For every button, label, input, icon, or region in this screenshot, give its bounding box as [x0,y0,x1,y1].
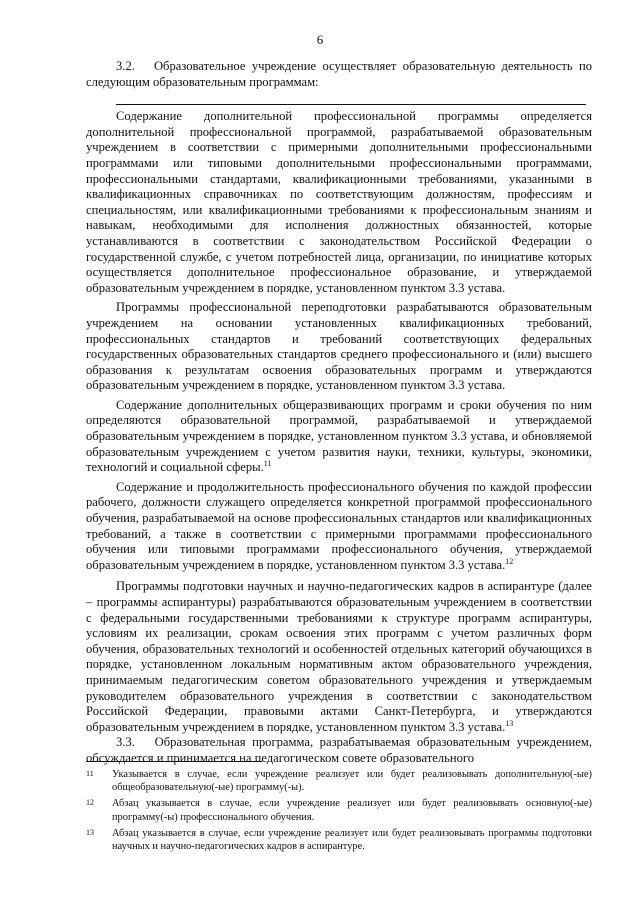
paragraph-text: Содержание дополнительных общеразвивающих программ и сроки обучения по ним определяются образовательной программой, разрабатываемой и утверждаемой образовательным учреждением в порядке, установленном пунктом 3.3 устава, и обновляемой образовательным учреждением с учетом развития науки, техники, культуры, экономики, технологий и социальной сферы. [86,397,592,475]
footnote-11 [86,768,592,794]
footnote-reference: 13 [505,718,514,728]
footnote-reference: 12 [505,556,514,566]
footnote-number: 13 [86,827,94,837]
footnote-text: Абзац указывается в случае, если учреждение реализует или будет реализовывать основную(-ые) программу(-ы) профессионального обучения. [112,798,592,823]
paragraph-postgraduate-programs [86,579,592,735]
paragraph-vocational-training [86,480,592,574]
footnote-text: Указывается в случае, если учреждение реализует или будет реализовывать дополнительную(-ые) общеобразовательную(-ые) программу(-ы). [112,769,592,794]
footnote-12 [86,797,592,823]
paragraph-retraining-programs: Программы профессиональной переподготовки разрабатываются образовательным учреждением на основании установленных квалификационных требований, профессиональных стандартов и требований соответствующих федеральных государственных образовательных стандартов среднего профессионального и (или) высшего образования к результатам освоения образовательных программ и утверждаются образовательным учреждением в порядке, установленном пунктом 3.3 устава. [86,300,592,393]
section-number: 3.3. [116,735,135,750]
footnotes [86,768,592,856]
section-3-2-intro [86,59,592,90]
footnote-text: Абзац указывается в случае, если учреждение реализует или будет реализовывать программы подготовки научных и научно-педагогических кадров в аспирантуре. [112,827,592,853]
paragraph-text: Программы подготовки научных и научно-педагогических кадров в аспирантуре (далее – программы аспирантуры) разрабатываются образовательным учреждением в соответствии с федеральными государственными требованиями к структуре программ аспирантуры, условиям их реализации, срокам освоения этих программ с учетом различных форм обучения, образовательных технологий и особенностей отдельных категорий обучающихся в порядке, установленном локальным нормативным актом образовательного учреждения, принимаемым педагогическим советом образовательного учреждения и утверждаемым руководителем образовательного учреждения в соответствии с законодательством Российской Федерации, правовыми актами Санкт-Петербурга, и утверждаются образовательным учреждением в порядке, установленном пунктом 3.3 устава. [86,579,592,734]
paragraph-additional-professional-program: Содержание дополнительной профессиональной программы определяется дополнительной профессиональной программой, разрабатываемой образовательным учреждением в соответствии с примерными дополнительными профессиональными программами или типовыми дополнительными профессиональными программами, профессиональными стандартами, квалификационными требованиями, указанными в квалификационных справочниках по соответствующим должностям, профессиям и специальностям, или квалификационными требованиями к профессиональным знаниям и навыкам, необходимыми для исполнения должностных обязанностей, которые устанавливаются в соответствии с законодательством Российской Федерации о государственной службе, с учетом потребностей лица, организации, по инициативе которых осуществляется дополнительное профессиональное образование, и утверждаемой образовательным учреждением в порядке, установленном пунктом 3.3 устава. [86,109,592,295]
footnote-13 [86,827,592,853]
document-body [86,59,592,767]
footnote-number: 12 [86,798,94,808]
section-text: Образовательная программа, разрабатываемая образовательным учреждением, обсуждается и принимается на педагогическом совете образовательного [86,735,592,765]
footnote-reference: 11 [263,459,272,469]
page-number: 6 [316,32,324,47]
footnote-separator [86,761,262,762]
fill-in-line [116,92,586,105]
section-text: Образовательное учреждение осуществляет образовательную деятельность по следующим образовательным программам: [86,59,592,89]
footnote-number: 11 [86,769,94,778]
section-number: 3.2. [116,59,135,73]
paragraph-general-development-programs [86,398,592,476]
paragraph-text: Содержание и продолжительность профессионального обучения по каждой профессии рабочего, должности служащего определяется конкретной программой профессионального обучения, разрабатываемой на основе профессиональных стандартов или квалификационных требований, а также в соответствии с примерными программами профессионального обучения или типовыми программами профессионального обучения, утверждаемой образовательным учреждением в порядке, установленном пунктом 3.3 устава. [86,479,592,572]
